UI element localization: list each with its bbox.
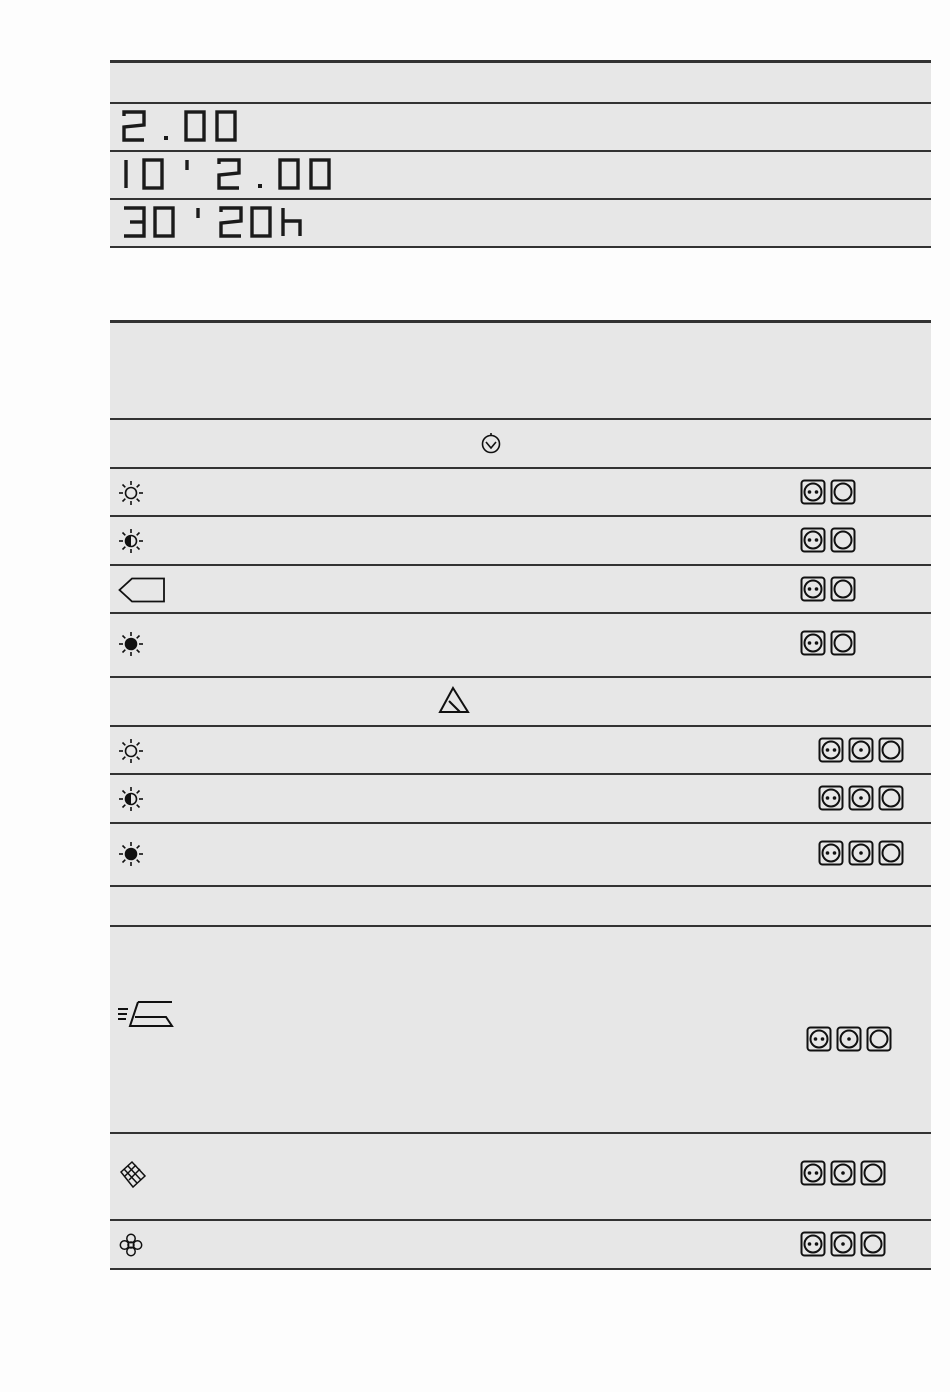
off-symbol	[878, 785, 904, 811]
section-row-empty	[110, 887, 931, 927]
table-row	[110, 566, 931, 614]
table-row	[110, 517, 931, 566]
off-symbol	[878, 737, 904, 763]
off-symbol	[860, 1160, 886, 1186]
one-dot-symbol	[836, 1026, 862, 1052]
off-symbol	[830, 576, 856, 602]
flower-icon	[118, 1232, 144, 1258]
two-dot-symbol	[800, 527, 826, 553]
level-3-icon	[806, 1026, 892, 1052]
sun-outline-icon	[118, 480, 144, 506]
section-row-vegetable	[110, 420, 931, 469]
sun-half-icon	[118, 786, 144, 812]
table-row	[110, 824, 931, 887]
segment-display-readout	[122, 206, 302, 240]
table-row-readout-1	[110, 104, 931, 152]
two-dot-symbol	[800, 1160, 826, 1186]
level-2-icon	[800, 479, 856, 505]
table-row	[110, 727, 931, 775]
one-dot-symbol	[848, 737, 874, 763]
section-row-triangle	[110, 678, 931, 727]
table-row	[110, 1221, 931, 1270]
one-dot-symbol	[848, 785, 874, 811]
table-row	[110, 469, 931, 517]
sun-outline-icon	[118, 738, 144, 764]
sun-quarter-icon	[118, 528, 144, 554]
two-dot-symbol	[806, 1026, 832, 1052]
level-2-icon	[800, 630, 856, 656]
table-header-row	[110, 323, 931, 420]
off-symbol	[830, 527, 856, 553]
tag-icon	[118, 577, 166, 603]
triangle-icon	[438, 686, 470, 714]
off-symbol	[830, 479, 856, 505]
table-row	[110, 927, 931, 1134]
mesh-fabric-icon	[118, 1160, 148, 1190]
two-dot-symbol	[818, 840, 844, 866]
sun-full-icon	[118, 631, 144, 657]
two-dot-symbol	[800, 1231, 826, 1257]
table-row	[110, 614, 931, 678]
level-3-icon	[818, 785, 904, 811]
table-row-readout-2	[110, 152, 931, 200]
two-dot-symbol	[800, 479, 826, 505]
level-3-icon	[800, 1160, 886, 1186]
table-row-readout-3	[110, 200, 931, 248]
off-symbol	[866, 1026, 892, 1052]
level-3-icon	[800, 1231, 886, 1257]
one-dot-symbol	[830, 1231, 856, 1257]
sun-full-icon	[118, 841, 144, 867]
two-dot-symbol	[818, 785, 844, 811]
level-2-icon	[800, 527, 856, 553]
level-3-icon	[818, 840, 904, 866]
vegetable-icon	[480, 431, 502, 455]
two-dot-symbol	[818, 737, 844, 763]
two-dot-symbol	[800, 630, 826, 656]
iron-steam-icon	[116, 999, 174, 1029]
level-2-icon	[800, 576, 856, 602]
level-3-icon	[818, 737, 904, 763]
two-dot-symbol	[800, 576, 826, 602]
off-symbol	[860, 1231, 886, 1257]
table-row	[110, 775, 931, 824]
table-row	[110, 1134, 931, 1221]
off-symbol	[878, 840, 904, 866]
table-row-header	[110, 63, 931, 104]
segment-display-readout	[122, 158, 342, 192]
one-dot-symbol	[848, 840, 874, 866]
one-dot-symbol	[830, 1160, 856, 1186]
segment-display-readout	[122, 110, 242, 144]
off-symbol	[830, 630, 856, 656]
